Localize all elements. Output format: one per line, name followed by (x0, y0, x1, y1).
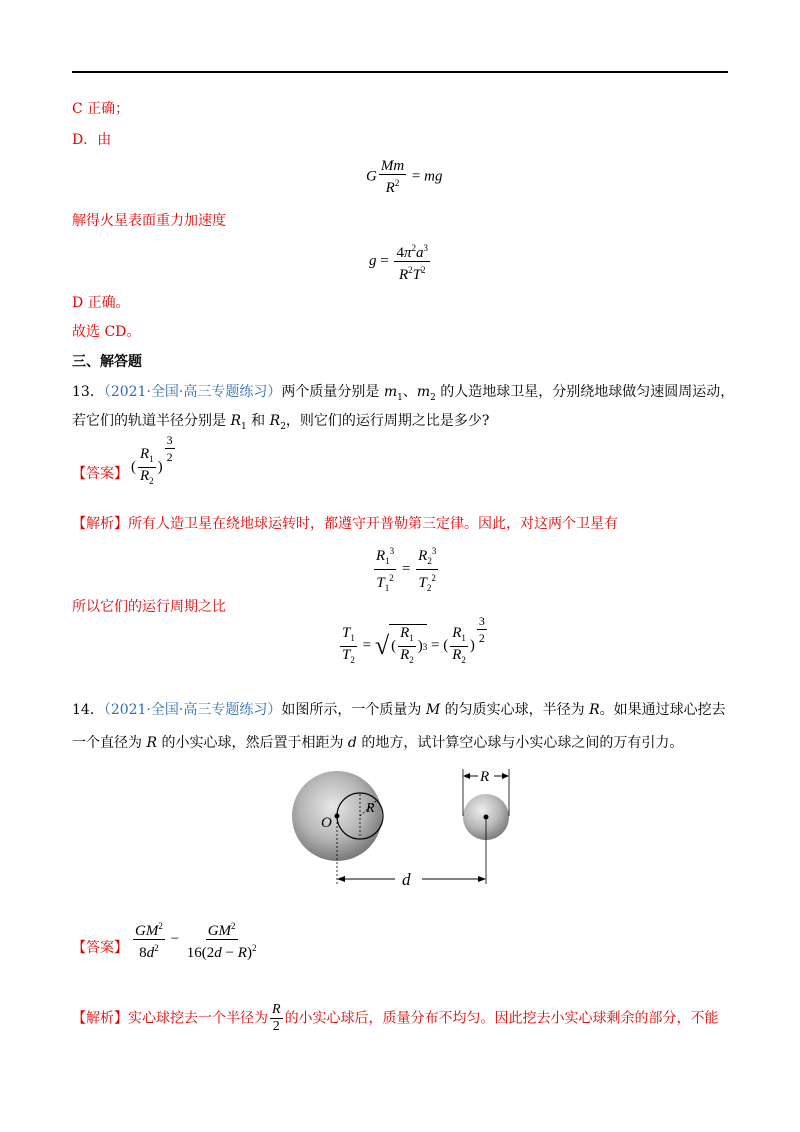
d-arrowhead-left (337, 876, 345, 882)
text-solve-gravity: 解得火星表面重力加速度 (72, 213, 226, 229)
center-dot (335, 814, 340, 819)
q14-text2b: 的小实心球，然后置于相距为 (157, 735, 348, 751)
q13-answer-formula: ( $\frac{R_1}{R_2}$ ) $^{\frac{3}{2}}$ (131, 433, 173, 486)
q14-text1c: 。如果通过球心挖去 (599, 702, 726, 718)
R-arrowhead-right (502, 773, 509, 779)
q13-text2c: ，则它们的运行周期之比是多少? (285, 413, 490, 429)
q14-analysis-a: 实心球挖去一个半径为 (128, 1010, 268, 1027)
sym-R: R (146, 735, 157, 751)
text-choose: 故选 CD。 (72, 324, 141, 340)
q14-text1b: 的匀质实心球，半径为 (440, 702, 590, 718)
q13-analysis (72, 514, 618, 534)
sym-R: R (589, 702, 600, 718)
label-R-top: R (480, 769, 490, 785)
q13-line1 (72, 382, 734, 408)
q13-text2a: 若它们的轨道半径分别是 (72, 413, 231, 429)
sym-m2: m (416, 384, 431, 400)
sym-R1: R (230, 413, 241, 429)
sym-d: d (347, 735, 357, 751)
label-d: d (402, 870, 411, 889)
sym-m1: m (383, 384, 398, 400)
fraction-R-over-2: $\frac{R}{2}$ (272, 1002, 281, 1034)
q14-line2 (72, 733, 683, 753)
label-R-inner: R (366, 801, 375, 816)
sub-1: 1 (397, 392, 403, 403)
q14-analysis (72, 1002, 719, 1035)
q13-text1a: 两个质量分别是 (281, 384, 384, 400)
sym-R: R (272, 1002, 281, 1017)
text-d-correct: D 正确。 (72, 295, 130, 311)
equation-g: g = $\frac{4\pi^2a^3}{R^2T^2}$ (369, 240, 432, 283)
q13-text1c: 的人造地球卫星，分别绕地球做匀速圆周运动， (435, 384, 735, 400)
small-center-dot (484, 815, 489, 820)
sub-1: 1 (241, 421, 247, 432)
q14-text2a: 一个直径为 (72, 735, 147, 751)
sub-2: 2 (280, 421, 286, 432)
equation-period-ratio: $\frac{T_1}{T_2}$ = √ ( $\frac{R_1}{R_2}$ ) 3 = ( $\frac{R_1}{R_2}$ ) $^{\frac{3}{2}}$ (338, 624, 489, 668)
q14-number: 14． (72, 702, 104, 718)
q14-answer-formula: $\frac{GM^2}{8d^2}$ − $\frac{GM^2}{16(2d - R)^2}$ (131, 918, 260, 961)
q14-text1a: 如图所示，一个质量为 (281, 702, 426, 718)
header-rule (72, 71, 728, 73)
q13-analysis-text: 所有人造卫星在绕地球运转时，都遵守开普勒第三定律。因此，对这两个卫星有 (128, 516, 618, 532)
sphere-figure (280, 764, 530, 894)
sym-R2: R (269, 413, 281, 429)
label-O: O (321, 815, 332, 831)
sym-M: M (425, 702, 441, 718)
sub-2: 2 (430, 392, 436, 403)
analysis-tag: 【解析】 (72, 516, 128, 532)
q14-line1 (72, 700, 726, 720)
equation-kepler: $\frac{R_1^3}{T_1^2}$ = $\frac{R_2^3}{T_2^2}$ (372, 543, 440, 596)
d-arrowhead-right (478, 876, 486, 882)
q14-source: （2021·全国·高三专题练习） (103, 702, 282, 718)
q13-text2b: 和 (246, 413, 270, 429)
q13-text1b: 、 (402, 384, 417, 400)
analysis-tag: 【解析】 (72, 1010, 128, 1027)
q13-line2 (72, 411, 489, 437)
q14-analysis-b: 的小实心球后，质量分布不均匀。因此挖去小实心球剩余的部分，不能 (284, 1010, 719, 1027)
equation-gravity: G $\frac{Mm}{R^2}$ = mg (366, 158, 443, 196)
q14-text2c: 的地方，试计算空心球与小实心球之间的万有引力。 (356, 735, 684, 751)
q13-source: （2021·全国·高三专题练习） (103, 384, 282, 400)
q14-answer-tag: 【答案】 (72, 940, 128, 956)
q13-ratio-text: 所以它们的运行周期之比 (72, 599, 226, 615)
q13-answer-tag: 【答案】 (72, 466, 128, 482)
text-d-from: D．由 (72, 132, 112, 148)
R-arrowhead-left (463, 773, 470, 779)
q13-number: 13． (72, 384, 104, 400)
text-c-correct: C 正确； (72, 101, 130, 117)
section-heading: 三、解答题 (72, 354, 142, 370)
